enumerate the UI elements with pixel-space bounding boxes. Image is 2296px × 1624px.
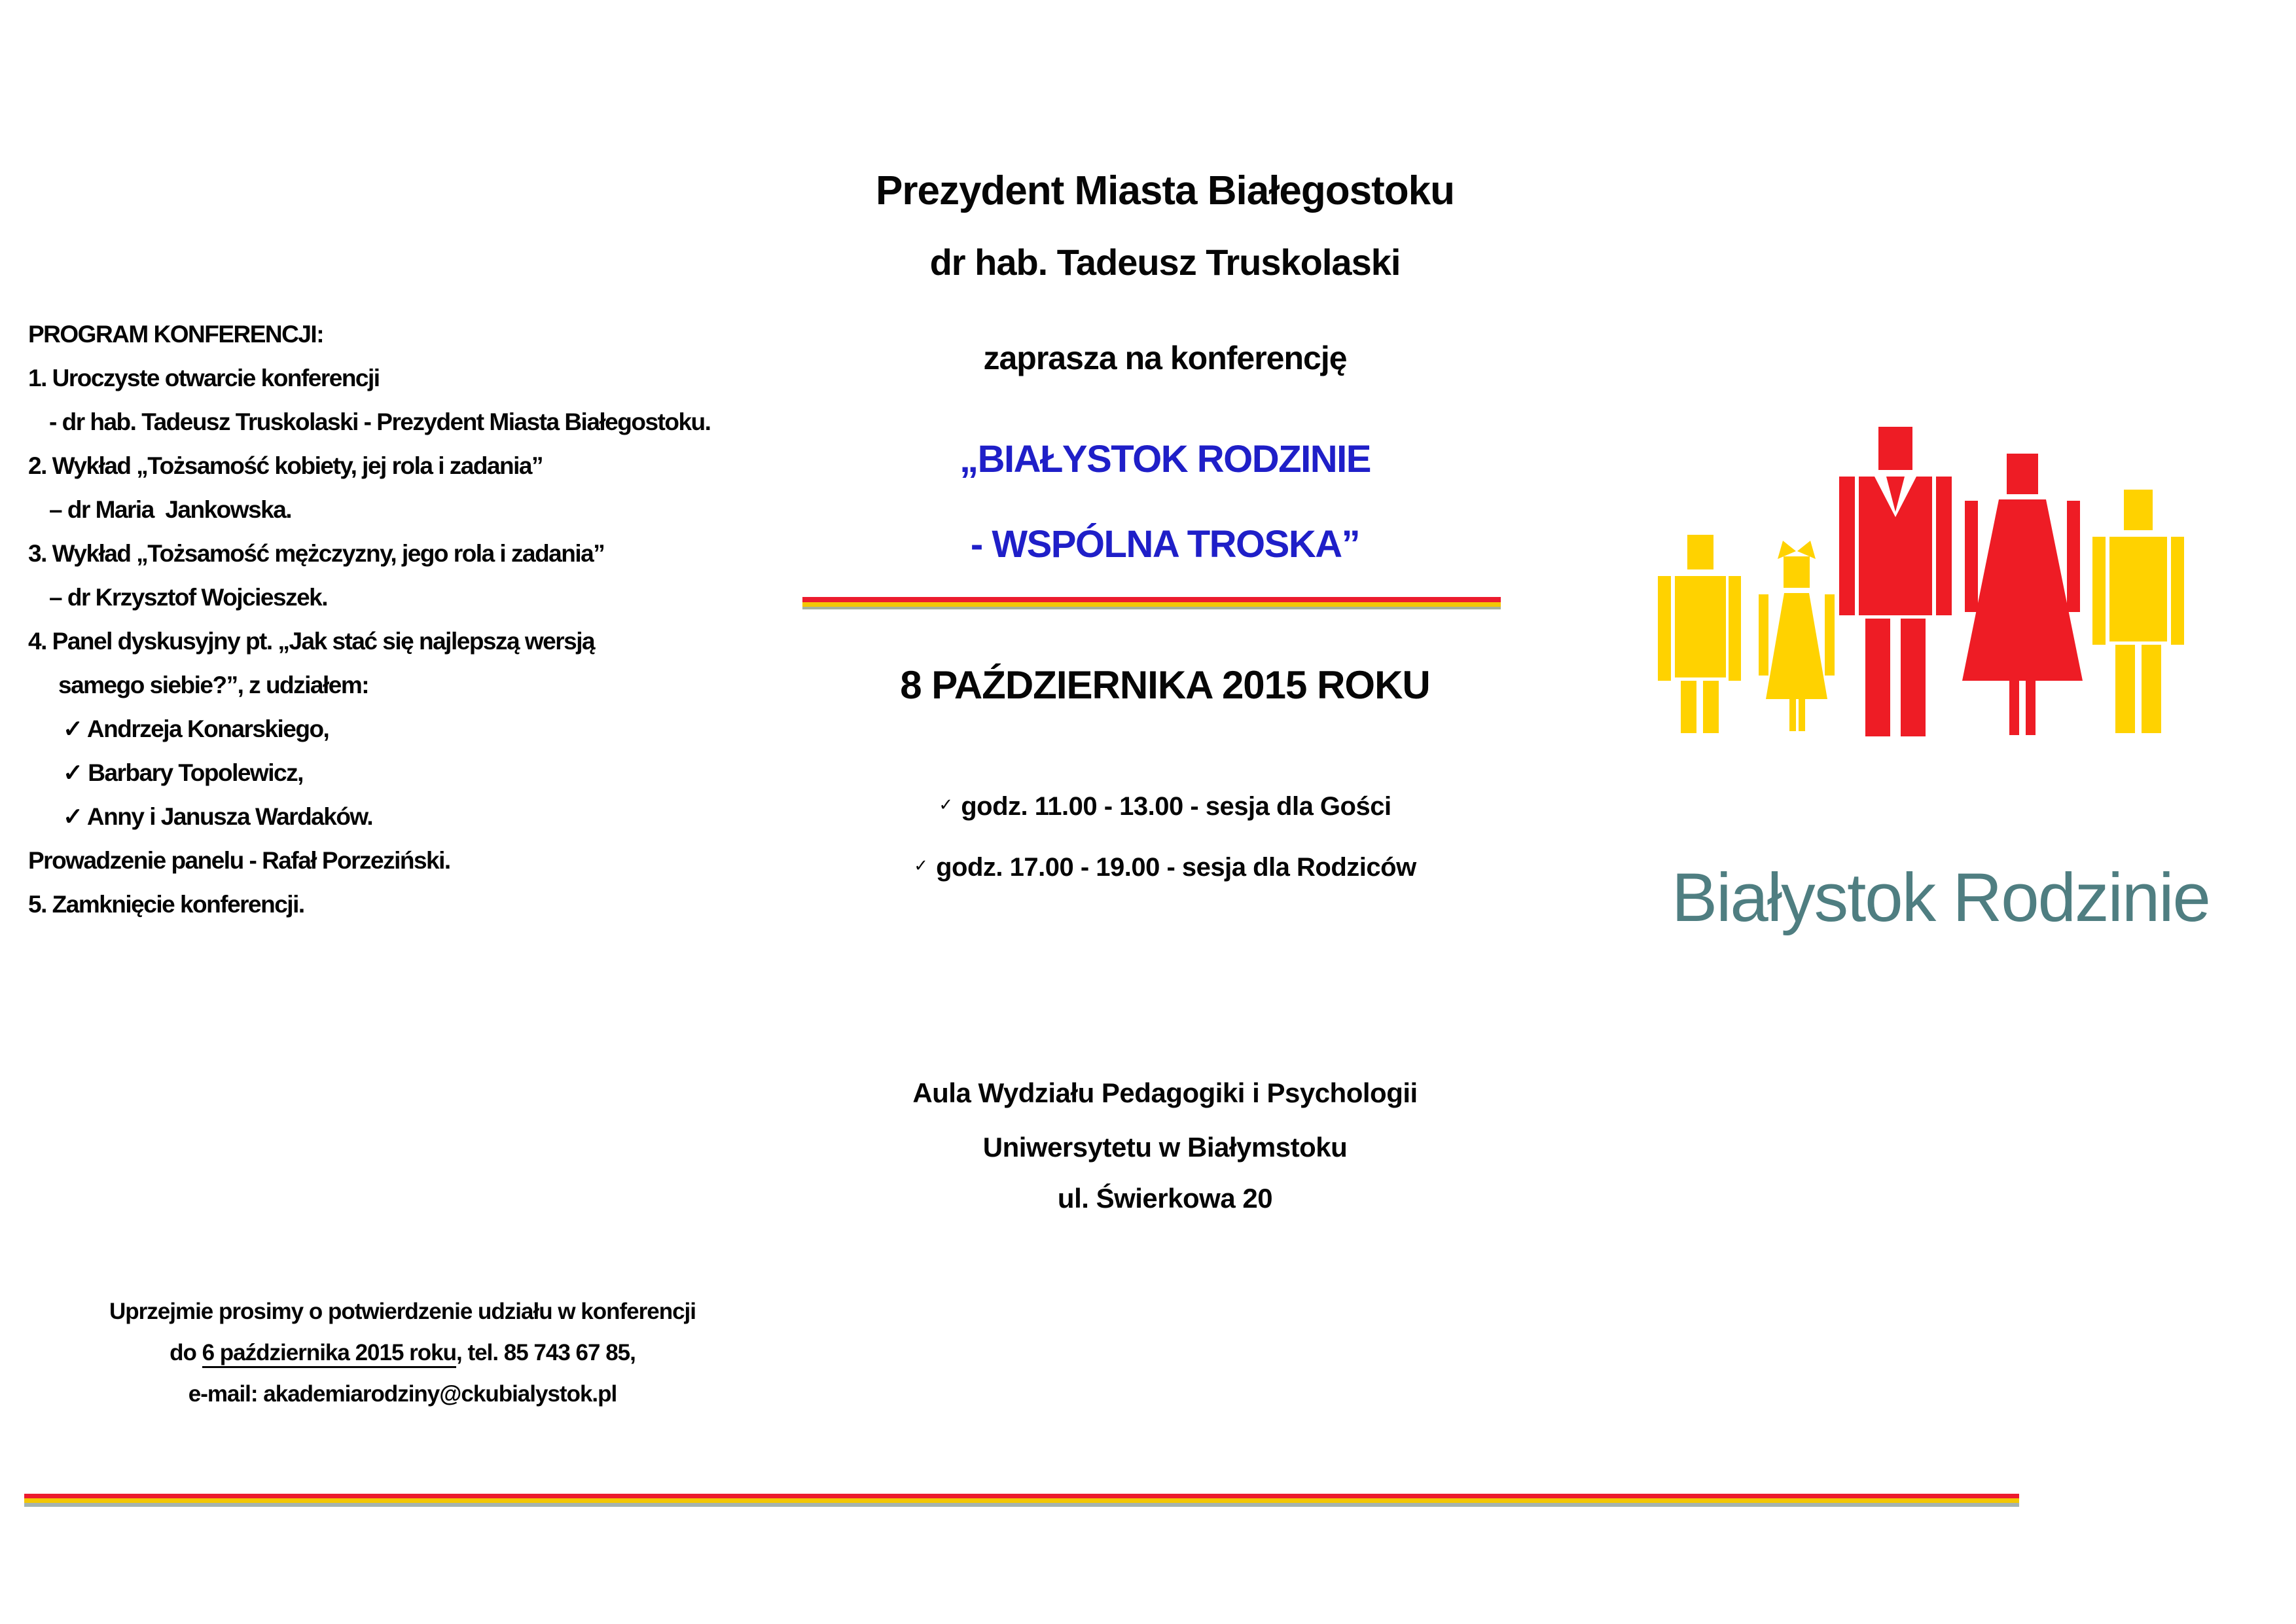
figure-father-icon bbox=[1839, 427, 1952, 736]
tricolor-divider bbox=[802, 597, 1501, 609]
venue-line3: ul. Świerkowa 20 bbox=[1057, 1183, 1273, 1214]
rsvp-line2-prefix: do bbox=[170, 1340, 202, 1365]
program-item: – dr Maria Jankowska. bbox=[49, 496, 292, 523]
footer-tricolor-rule bbox=[24, 1494, 2019, 1507]
divider-yellow-stripe bbox=[802, 602, 1501, 607]
program-item: 4. Panel dyskusyjny pt. „Jak stać się najlepszą wersją bbox=[28, 628, 595, 655]
footer-red-stripe bbox=[24, 1494, 2019, 1498]
venue-line1: Aula Wydziału Pedagogiki i Psychologii bbox=[912, 1077, 1418, 1108]
check-icon: ✓ bbox=[939, 795, 954, 814]
divider-red-stripe bbox=[802, 597, 1501, 602]
program-item: - dr hab. Tadeusz Truskolaski - Prezydent Miasta Białegostoku. bbox=[49, 408, 711, 435]
rsvp-contact-block bbox=[92, 1291, 713, 1415]
rsvp-deadline: 6 października 2015 roku bbox=[202, 1340, 456, 1368]
program-panelist: ✓ Anny i Janusza Wardaków. bbox=[63, 803, 373, 830]
check-icon: ✓ bbox=[914, 856, 929, 875]
invite-text: zaprasza na konferencję bbox=[983, 340, 1347, 376]
family-figures-logo bbox=[1649, 419, 2186, 851]
logo-wordmark: Białystok Rodzinie bbox=[1672, 859, 2210, 936]
program-item: 2. Wykład „Tożsamość kobiety, jej rola i zadania” bbox=[28, 452, 543, 479]
session-parents-label: godz. 17.00 - 19.00 - sesja dla Rodziców bbox=[936, 853, 1416, 882]
figure-girl-icon bbox=[1759, 541, 1835, 731]
rsvp-phone: , tel. 85 743 67 85, bbox=[456, 1340, 636, 1365]
host-name-line1: Prezydent Miasta Białegostoku bbox=[875, 168, 1455, 213]
program-item: Prowadzenie panelu - Rafał Porzeziński. bbox=[28, 847, 450, 874]
program-item: samego siebie?”, z udziałem: bbox=[58, 672, 369, 698]
session-parents bbox=[792, 853, 1538, 882]
figure-mother-icon bbox=[1962, 454, 2083, 735]
footer-gray-stripe bbox=[24, 1503, 2019, 1507]
program-item: 5. Zamknięcie konferencji. bbox=[28, 891, 304, 918]
program-heading: PROGRAM KONFERENCJI: bbox=[28, 321, 324, 348]
divider-green-stripe bbox=[802, 607, 1501, 609]
conference-program bbox=[28, 312, 800, 926]
footer-yellow-stripe bbox=[24, 1498, 2019, 1503]
program-item: 1. Uroczyste otwarcie konferencji bbox=[28, 365, 380, 391]
program-panelist: ✓ Andrzeja Konarskiego, bbox=[63, 715, 329, 742]
host-name-line2: dr hab. Tadeusz Truskolaski bbox=[929, 242, 1401, 283]
figure-boy-icon bbox=[1658, 535, 1741, 733]
conference-title-line1: „BIAŁYSTOK RODZINIE bbox=[960, 438, 1371, 480]
rsvp-email: e-mail: akademiarodziny@ckubialystok.pl bbox=[188, 1381, 617, 1407]
session-guests bbox=[792, 792, 1538, 821]
venue-line2: Uniwersytetu w Białymstoku bbox=[982, 1132, 1348, 1163]
program-panelist: ✓ Barbary Topolewicz, bbox=[63, 759, 303, 786]
rsvp-line1: Uprzejmie prosimy o potwierdzenie udziału w konferencji bbox=[109, 1299, 696, 1324]
program-item: – dr Krzysztof Wojcieszek. bbox=[49, 584, 328, 611]
program-item: 3. Wykład „Tożsamość mężczyzny, jego rola i zadania” bbox=[28, 540, 605, 567]
conference-date: 8 PAŹDZIERNIKA 2015 ROKU bbox=[900, 663, 1430, 707]
figure-young-man-icon bbox=[2092, 490, 2184, 733]
rsvp-line2 bbox=[92, 1332, 713, 1373]
session-guests-label: godz. 11.00 - 13.00 - sesja dla Gości bbox=[961, 792, 1391, 821]
conference-title-line2: - WSPÓLNA TROSKA” bbox=[970, 523, 1360, 566]
